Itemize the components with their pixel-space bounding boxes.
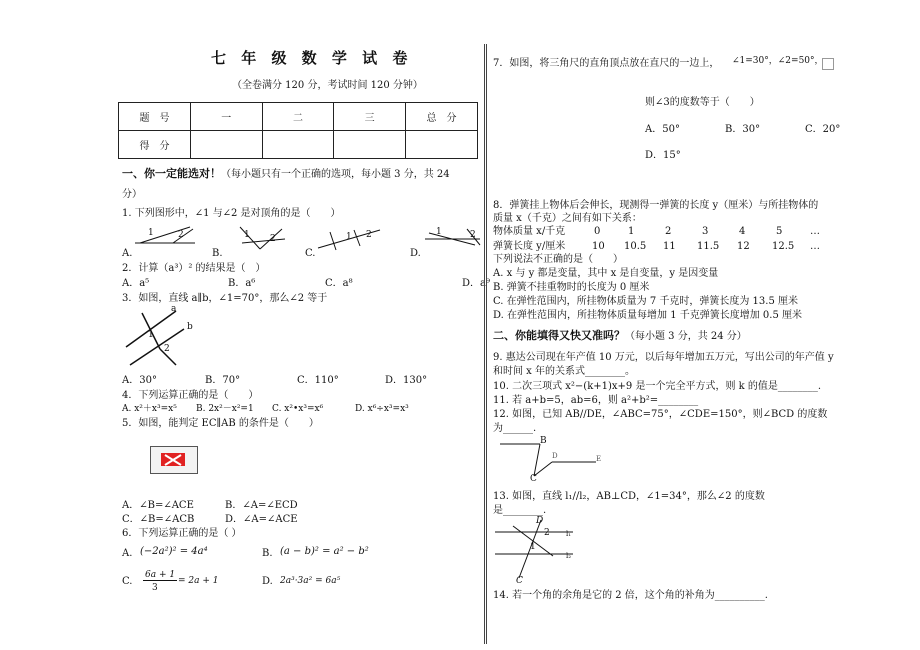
q7-ask: 则∠3的度数等于（ ） (645, 97, 760, 108)
q13-fig-label: l₁ (566, 530, 572, 538)
q1-figure-c (318, 226, 388, 252)
q8-option-a[interactable]: A. x 与 y 都是变量，其中 x 是自变量，y 是因变量 (493, 268, 719, 279)
q12-fig-label: E (596, 455, 602, 463)
q8-option-c[interactable]: C. 在弹性范围内，所挂物体质量为 7 千克时，弹簧长度为 13.5 厘米 (493, 296, 798, 307)
q8-table-row2-label: 弹簧长度 y/厘米 (493, 241, 566, 252)
q6-option-d-expr: 2a³·3a² = 6a⁵ (280, 576, 341, 586)
q3-option-a[interactable]: A．30° (122, 375, 157, 386)
q1-figure-b (230, 225, 290, 253)
q6-text: 6．下列运算正确的是（ ） (122, 528, 242, 539)
q6-option-c-denominator: 3 (152, 583, 158, 593)
q7-option-d[interactable]: D．15° (645, 150, 681, 161)
column-divider (484, 44, 487, 644)
q4-text: 4．下列运算正确的是（ ） (122, 390, 259, 401)
section1-heading (122, 168, 450, 181)
q8-table-cell: 4 (739, 226, 746, 237)
q3-fig-label: 2 (164, 344, 170, 354)
q2-option-c[interactable]: C．a⁸ (325, 278, 353, 289)
q8-table-cell: 2 (665, 226, 672, 237)
q9-text-cont[interactable]: 和时间 x 年的关系式________。 (493, 366, 635, 377)
q3-fig-label: b (187, 322, 193, 332)
broken-image-icon (822, 58, 834, 70)
q12-text-cont[interactable]: 为______. (493, 423, 537, 434)
q13-fig-label: C (516, 576, 523, 586)
q13-fig-label: l₂ (566, 552, 572, 560)
q4-option-d[interactable]: D. x⁶÷x³=x³ (355, 404, 409, 414)
q1-option-a[interactable]: A. (122, 248, 133, 259)
q8-option-d[interactable]: D. 在弹性范围内，所挂物体质量每增加 1 千克弹簧长度增加 0.5 厘米 (493, 310, 802, 321)
q1-fig-label: 2 (366, 230, 372, 240)
q5-text: 5．如图，能判定 EC∥AB 的条件是（ ） (122, 418, 319, 429)
q1-figure-a (135, 225, 205, 250)
q4-option-c[interactable]: C. x²•x³=x⁶ (272, 404, 324, 414)
q8-table-cell: 11.5 (697, 241, 720, 252)
q6-option-a-expr: (−2a²)² = 4a⁴ (140, 546, 208, 557)
section1-note: （每小题只有一个正确的选项，每小题 3 分，共 24 (221, 169, 450, 180)
score-table (118, 102, 478, 159)
q13-fig-label: 1 (530, 542, 536, 552)
q9-text: 9. 惠达公司现在年产值 10 万元，以后每年增加五万元，写出公司的年产值 y (493, 352, 834, 363)
score-header-cell: 二 (262, 103, 334, 131)
q6-option-c[interactable]: C. (122, 576, 133, 587)
q2-text: 2．计算（a³）² 的结果是（ ） (122, 263, 266, 274)
broken-image-icon (150, 446, 198, 474)
q1-fig-label: 2 (270, 234, 276, 244)
q8-ask: 下列说法不正确的是（ ） (493, 254, 623, 265)
q3-figure (124, 305, 194, 367)
q1-fig-label: 1 (244, 230, 250, 240)
q13-text: 13. 如图，直线 l₁//l₂，AB⊥CD，∠1=34°，那么∠2 的度数 (493, 491, 765, 502)
q5-option-d[interactable]: D．∠A=∠ACE (225, 514, 298, 525)
q1-fig-label: 1 (148, 228, 154, 238)
q7-condition: ∠1=30°，∠2=50°， (732, 56, 824, 66)
q8-table-cell: 3 (702, 226, 709, 237)
section1-title: 一、你一定能选对！ (122, 167, 221, 180)
q14-text[interactable]: 14. 若一个角的余角是它的 2 倍，这个角的补角为__________. (493, 590, 768, 601)
q3-fig-label: a (171, 304, 177, 314)
q12-fig-label: B (540, 436, 547, 446)
q1-option-d[interactable]: D. (410, 248, 421, 259)
q1-fig-label: 2 (470, 230, 476, 240)
q5-option-b[interactable]: B．∠A=∠ECD (225, 500, 298, 511)
q8-table-cell: … (810, 241, 820, 252)
q3-option-b[interactable]: B．70° (205, 375, 241, 386)
score-header-cell: 总 分 (406, 103, 478, 131)
score-header-cell: 题 号 (119, 103, 191, 131)
score-header-cell: 三 (334, 103, 406, 131)
q1-fig-label: 2 (178, 230, 184, 240)
q3-option-c[interactable]: C．110° (297, 375, 339, 386)
q1-option-c[interactable]: C. (305, 248, 316, 259)
q12-fig-label: C (530, 474, 537, 484)
page-subtitle: （全卷满分 120 分，考试时间 120 分钟） (232, 80, 423, 91)
q8-option-b[interactable]: B. 弹簧不挂重物时的长度为 0 厘米 (493, 282, 650, 293)
q12-figure (500, 436, 610, 486)
q4-option-b[interactable]: B. 2x²－x²=1 (196, 404, 254, 414)
q7-option-c[interactable]: C．20° (805, 124, 841, 135)
q3-fig-label: 1 (148, 330, 154, 340)
section2-heading (493, 330, 747, 343)
q6-option-b-expr: (a − b)² = a² − b² (280, 546, 369, 557)
q8-table-row1-label: 物体质量 x/千克 (493, 226, 566, 237)
q8-table-cell: 1 (628, 226, 635, 237)
q8-table-cell: … (810, 226, 820, 237)
q13-fig-label: 2 (544, 528, 550, 538)
q2-option-d[interactable]: D．a⁹ (462, 278, 490, 289)
q1-fig-label: 1 (436, 227, 442, 237)
q3-option-d[interactable]: D．130° (385, 375, 428, 386)
q8-text-cont: 质量 x（千克）之间有如下关系： (493, 213, 642, 224)
q5-option-c[interactable]: C．∠B=∠ACB (122, 514, 195, 525)
q8-table-cell: 12.5 (772, 241, 795, 252)
q1-option-b[interactable]: B. (212, 248, 223, 259)
q4-option-a[interactable]: A. x²＋x³=x⁵ (122, 404, 177, 414)
score-input-cell[interactable] (334, 131, 406, 159)
q7-text: 7．如图，将三角尺的直角顶点放在直尺的一边上， (493, 58, 720, 69)
q1-text: 1. 下列图形中，∠1 与∠2 是对顶角的是（ ） (122, 208, 341, 219)
score-header-cell: 一 (190, 103, 262, 131)
q6-option-d[interactable]: D. (262, 576, 273, 587)
q3-text: 3．如图，直线 a∥b，∠1=70°，那么∠2 等于 (122, 293, 328, 304)
q12-fig-label: D (552, 452, 558, 460)
section2-title: 二、你能填得又快又准吗？ (493, 329, 625, 342)
q8-table-cell: 11 (663, 241, 676, 252)
q2-option-a[interactable]: A．a⁵ (122, 278, 150, 289)
q12-text: 12. 如图，已知 AB//DE，∠ABC=75°，∠CDE=150°，则∠BCD 的度数 (493, 409, 828, 420)
section2-note: （每小题 3 分，共 24 分） (625, 331, 747, 342)
q6-option-a[interactable]: A. (122, 548, 133, 559)
q10-text[interactable]: 10. 二次三项式 x²−(k+1)x+9 是一个完全平方式，则 k 的值是________. (493, 381, 822, 392)
q2-option-b[interactable]: B．a⁶ (228, 278, 256, 289)
q8-table-cell: 12 (737, 241, 750, 252)
score-input-cell[interactable] (262, 131, 334, 159)
q7-option-a[interactable]: A．50° (645, 124, 680, 135)
q8-table-cell: 5 (776, 226, 783, 237)
q6-option-b[interactable]: B. (262, 548, 273, 559)
q8-text: 8．弹簧挂上物体后会伸长，现测得一弹簧的长度 y（厘米）与所挂物体的 (493, 200, 819, 211)
q13-fig-label: D (536, 516, 544, 526)
q8-table-cell: 10 (592, 241, 605, 252)
score-input-cell[interactable] (406, 131, 478, 159)
score-input-cell[interactable] (190, 131, 262, 159)
q5-option-a[interactable]: A．∠B=∠ACE (122, 500, 194, 511)
q6-option-c-numerator: 6a + 1 (145, 570, 176, 580)
score-label-cell: 得 分 (119, 131, 191, 159)
q8-table-cell: 10.5 (624, 241, 647, 252)
page-title: 七 年 级 数 学 试 卷 (211, 49, 413, 67)
q11-text[interactable]: 11. 若 a+b=5，ab=6，则 a²+b²=________ (493, 395, 699, 406)
q6-option-c-rhs: = 2a + 1 (178, 576, 219, 586)
q1-fig-label: 1 (346, 232, 352, 242)
q1-figure-d (425, 225, 485, 247)
q13-text-cont[interactable]: 是________. (493, 505, 547, 516)
q8-table-cell: 0 (594, 226, 601, 237)
q7-option-b[interactable]: B．30° (725, 124, 761, 135)
section1-note-cont: 分） (122, 189, 142, 200)
